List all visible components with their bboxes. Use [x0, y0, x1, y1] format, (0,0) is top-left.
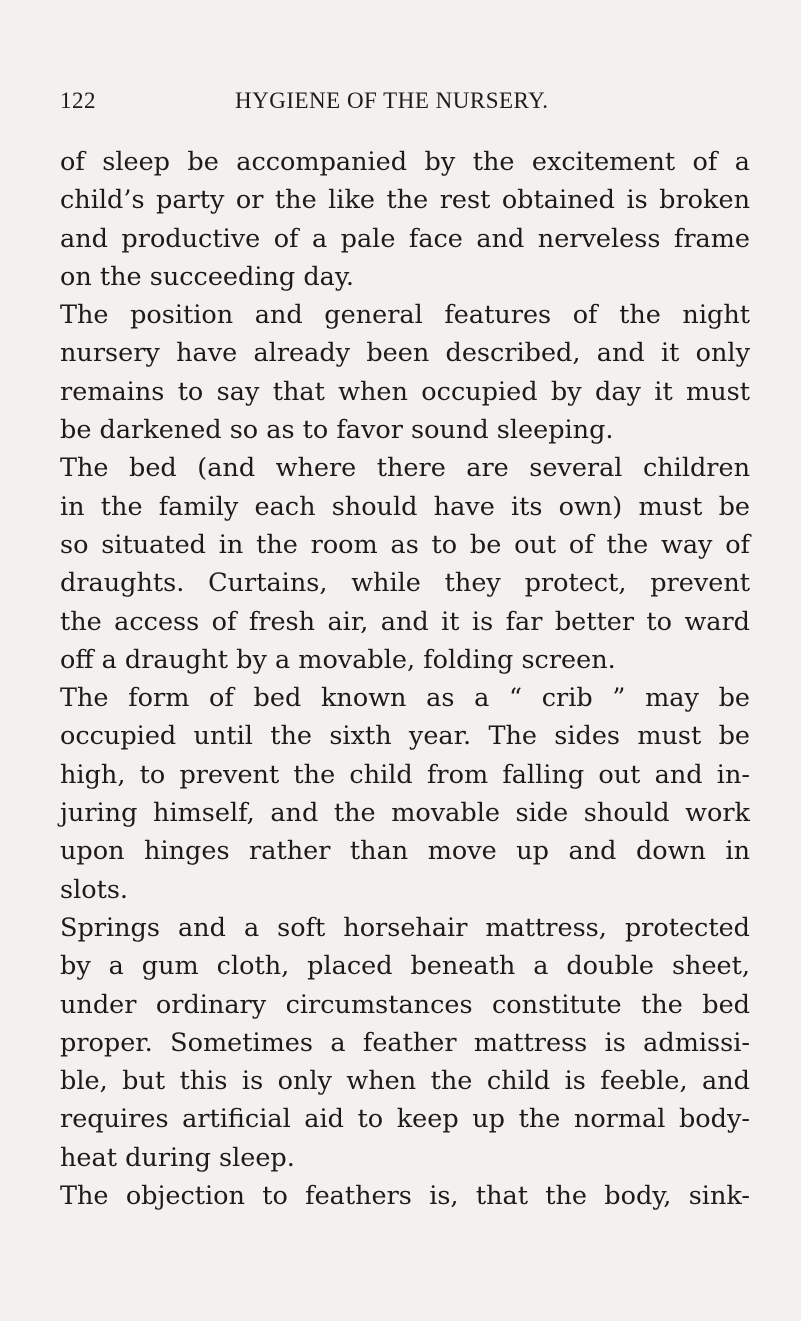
text-line: by a gum cloth, placed beneath a double sheet, — [60, 951, 750, 982]
running-title: HYGIENE OF THE NURSERY. — [235, 88, 549, 113]
text-line: and productive of a pale face and nerveless frame — [60, 223, 750, 254]
text-line: so situated in the room as to be out of the way of — [60, 529, 750, 560]
text-line: the access of fresh air, and it is far better to ward — [60, 606, 750, 637]
page-number: 122 — [60, 88, 96, 113]
text-line: in the family each should have its own) must be — [60, 491, 750, 522]
text-line: The position and general features of the night — [60, 300, 750, 331]
text-line: under ordinary circumstances constitute the bed — [60, 989, 750, 1020]
text-line: proper. Sometimes a feather mattress is admissi- — [60, 1027, 750, 1058]
text-line: be darkened so as to favor sound sleeping. — [60, 415, 614, 446]
text-line: remains to say that when occupied by day it must — [60, 376, 750, 407]
text-line: nursery have already been described, and it only — [60, 338, 750, 369]
text-line: juring himself, and the movable side should work — [60, 798, 750, 829]
text-line: on the succeeding day. — [60, 261, 354, 292]
text-line: The objection to feathers is, that the body, sink- — [60, 1181, 750, 1212]
text-line: occupied until the sixth year. The sides must be — [60, 721, 750, 752]
text-line: upon hinges rather than move up and down in — [60, 836, 750, 867]
text-line: high, to prevent the child from falling out and in- — [60, 759, 750, 790]
text-line: ble, but this is only when the child is feeble, and — [60, 1066, 750, 1097]
text-line: The bed (and where there are several children — [60, 453, 750, 484]
text-line: of sleep be accompanied by the excitement of a — [60, 147, 750, 177]
text-line: slots. — [60, 874, 129, 905]
text-line: heat during sleep. — [60, 1142, 295, 1173]
text-line: child’s party or the like the rest obtained is broken — [60, 185, 750, 216]
text-line: draughts. Curtains, while they protect, prevent — [60, 568, 750, 599]
text-line: The form of bed known as a “ crib ” may be — [60, 683, 750, 714]
text-line: Springs and a soft horsehair mattress, protected — [60, 912, 750, 943]
text-line: requires artificial aid to keep up the normal body- — [60, 1104, 750, 1135]
body-text — [60, 143, 750, 1215]
text-line: off a draught by a movable, folding screen. — [60, 644, 616, 675]
running-head — [60, 88, 740, 118]
